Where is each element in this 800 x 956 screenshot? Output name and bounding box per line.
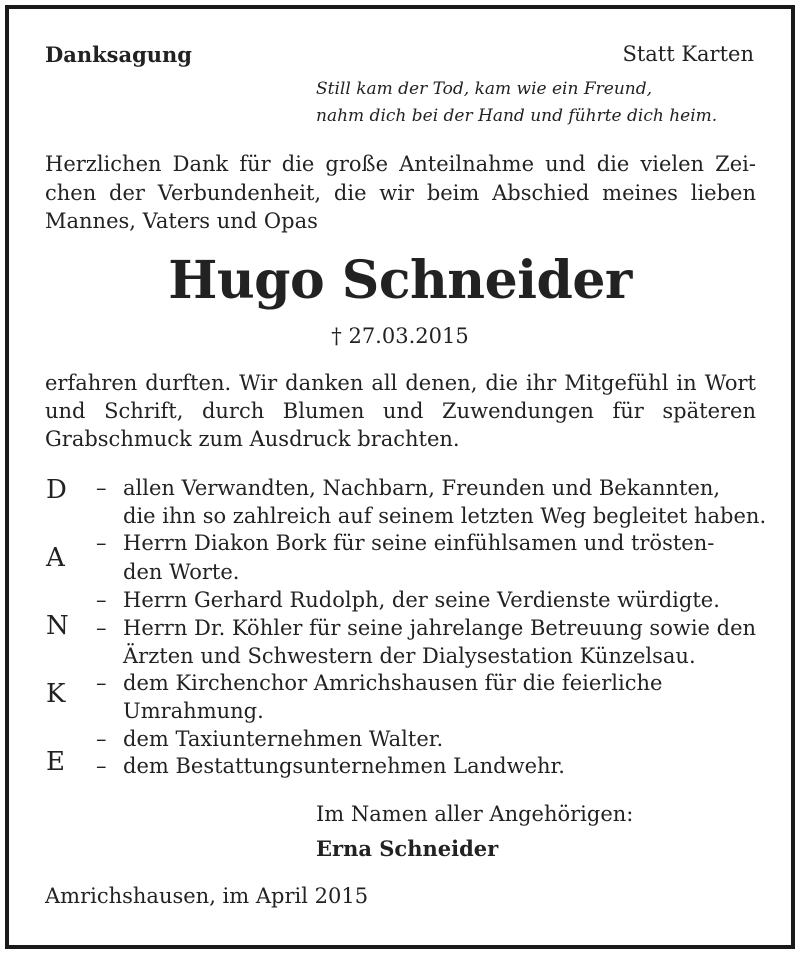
- list-dash: –: [96, 754, 107, 778]
- continuation-line: und Schrift, durch Blumen und Zuwendungen für späteren: [45, 399, 756, 423]
- signature-label: Im Namen aller Angehörigen:: [316, 802, 634, 826]
- danke-letter: A: [46, 543, 65, 573]
- intro-line: chen der Verbundenheit, die wir beim Abschied meines lieben: [45, 181, 756, 205]
- thanks-line: Herrn Gerhard Rudolph, der seine Verdienste würdigte.: [123, 588, 720, 612]
- thanks-line: allen Verwandten, Nachbarn, Freunden und Bekannten,: [123, 476, 721, 500]
- thanks-line: dem Taxiunternehmen Walter.: [123, 727, 444, 751]
- danke-letter: E: [46, 747, 65, 777]
- thanks-line: Ärzten und Schwestern der Dialysestation Künzelsau.: [123, 644, 696, 668]
- motto-line: Still kam der Tod, kam wie ein Freund,: [316, 79, 652, 99]
- thanks-line: dem Kirchenchor Amrichshausen für die feierliche: [123, 671, 663, 695]
- intro-line: Mannes, Vaters und Opas: [45, 209, 318, 233]
- intro-line: Herzlichen Dank für die große Anteilnahme und die vielen Zei-: [45, 152, 756, 176]
- danke-letter: D: [46, 475, 67, 505]
- list-dash: –: [96, 588, 107, 612]
- thanks-line: dem Bestattungsunternehmen Landwehr.: [123, 754, 565, 778]
- danke-letter: N: [46, 611, 69, 641]
- danke-letter: K: [46, 679, 66, 709]
- continuation-line: erfahren durften. Wir danken all denen, die ihr Mitgefühl in Wort: [45, 371, 756, 395]
- list-dash: –: [96, 531, 107, 555]
- thanks-line: Herrn Diakon Bork für seine einfühlsamen und trösten-: [123, 531, 715, 555]
- signature-name: Erna Schneider: [316, 836, 499, 861]
- thanks-line: Herrn Dr. Köhler für seine jahrelange Betreuung sowie den: [123, 616, 757, 640]
- list-dash: –: [96, 616, 107, 640]
- deceased-name: Hugo Schneider: [168, 250, 632, 311]
- notice-type: Danksagung: [45, 42, 192, 67]
- place-date: Amrichshausen, im April 2015: [45, 884, 369, 908]
- continuation-line: Grabschmuck zum Ausdruck brachten.: [45, 427, 460, 451]
- list-dash: –: [96, 476, 107, 500]
- list-dash: –: [96, 727, 107, 751]
- thanks-line: die ihn so zahlreich auf seinem letzten Weg begleitet haben.: [123, 504, 767, 528]
- death-date: † 27.03.2015: [331, 324, 469, 348]
- list-dash: –: [96, 671, 107, 695]
- thanks-line: den Worte.: [123, 560, 240, 584]
- thanks-line: Umrahmung.: [123, 699, 264, 723]
- motto-line: nahm dich bei der Hand und führte dich heim.: [316, 106, 718, 126]
- statt-karten-label: Statt Karten: [622, 42, 754, 66]
